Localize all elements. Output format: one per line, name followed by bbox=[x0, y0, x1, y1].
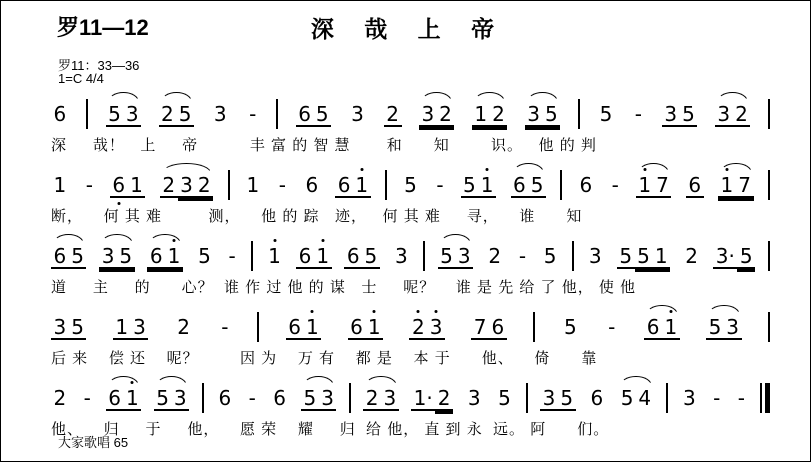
slur-arc bbox=[717, 92, 748, 102]
slur-arc bbox=[646, 305, 677, 315]
note-group bbox=[211, 103, 229, 125]
barline bbox=[768, 170, 770, 200]
octave-dot-above bbox=[321, 239, 324, 242]
note-group bbox=[715, 103, 750, 125]
note-group bbox=[438, 245, 473, 267]
note-group bbox=[51, 245, 86, 267]
note: 5 bbox=[69, 316, 87, 338]
note: 5 bbox=[564, 315, 577, 339]
note: - bbox=[85, 173, 93, 197]
note: - bbox=[221, 315, 229, 339]
note: 7 bbox=[654, 174, 672, 196]
note-group bbox=[461, 174, 496, 196]
hymn-number: 罗11—12 bbox=[57, 15, 149, 40]
music-line bbox=[51, 300, 770, 368]
note: 7 bbox=[736, 174, 754, 196]
barline bbox=[526, 383, 528, 413]
note: 6 bbox=[296, 103, 314, 125]
note-group bbox=[266, 245, 284, 267]
note-group bbox=[393, 245, 411, 267]
note: 6 bbox=[53, 102, 67, 126]
octave-dot-above bbox=[486, 168, 489, 171]
note: 3 bbox=[395, 244, 408, 268]
barline bbox=[560, 170, 562, 200]
note-group bbox=[606, 316, 618, 338]
slur-arc bbox=[421, 92, 452, 102]
note: 6 bbox=[51, 245, 69, 267]
note: 1· bbox=[411, 387, 435, 409]
note-group bbox=[471, 316, 506, 338]
note: 7 bbox=[471, 316, 489, 338]
note: 3 bbox=[319, 387, 337, 409]
note: - bbox=[611, 173, 619, 197]
note-group bbox=[711, 387, 723, 409]
note: 4 bbox=[638, 386, 652, 410]
note: 6 bbox=[273, 386, 287, 410]
note: 6 bbox=[348, 316, 366, 338]
note: - bbox=[436, 173, 444, 197]
octave-dot-above bbox=[311, 310, 314, 313]
note: 1 bbox=[472, 103, 490, 125]
note-group bbox=[83, 174, 95, 196]
note: 5 bbox=[635, 245, 653, 267]
slur-arc bbox=[161, 92, 192, 102]
note: 3 bbox=[715, 103, 733, 125]
note: - bbox=[713, 386, 721, 410]
barline bbox=[202, 383, 204, 413]
note: 2 bbox=[177, 315, 190, 339]
note: 2 bbox=[409, 316, 427, 338]
note: 5 bbox=[706, 316, 724, 338]
note: 3 bbox=[51, 316, 69, 338]
note-group bbox=[525, 103, 560, 125]
barline bbox=[572, 241, 574, 271]
note: 2 bbox=[160, 174, 178, 196]
song-title: 深 哉 上 帝 bbox=[310, 16, 501, 42]
note-group bbox=[562, 316, 580, 338]
note-group bbox=[662, 103, 697, 125]
note: 3 bbox=[427, 316, 445, 338]
slur-arc bbox=[53, 234, 84, 244]
note: 5 bbox=[176, 103, 194, 125]
note-group bbox=[713, 245, 755, 267]
barline bbox=[385, 170, 387, 200]
note-group bbox=[617, 245, 670, 267]
music-lines bbox=[51, 87, 770, 442]
note-group bbox=[296, 103, 331, 125]
note: 1 bbox=[652, 245, 670, 267]
note: 6 bbox=[147, 245, 165, 267]
note: 6 bbox=[686, 174, 704, 196]
note: - bbox=[737, 386, 746, 410]
note: - bbox=[608, 315, 616, 339]
barline bbox=[251, 241, 253, 271]
note-group bbox=[51, 387, 69, 409]
note: 5 bbox=[558, 387, 576, 409]
note: 6 bbox=[579, 173, 593, 197]
note: 3 bbox=[724, 316, 742, 338]
note-group bbox=[348, 316, 383, 338]
slur-arc bbox=[620, 376, 651, 386]
note-group bbox=[516, 245, 528, 267]
note-group bbox=[271, 387, 289, 409]
octave-dot-above bbox=[373, 310, 376, 313]
note-group bbox=[644, 316, 679, 338]
music-line bbox=[51, 87, 770, 155]
note-group bbox=[541, 245, 559, 267]
octave-dot-above bbox=[417, 310, 420, 313]
barline bbox=[768, 312, 770, 342]
note: 5 bbox=[461, 174, 479, 196]
note-group bbox=[110, 174, 145, 196]
slur-arc bbox=[513, 163, 544, 173]
note-group bbox=[636, 174, 671, 196]
note: 1 bbox=[353, 174, 371, 196]
slur-arc bbox=[303, 376, 334, 386]
note: 2 bbox=[363, 387, 381, 409]
note: 3 bbox=[213, 102, 227, 126]
note-group bbox=[586, 245, 604, 267]
lyrics: 后 来 偿 还 呢？ 因 为 万 有 都 是 本 于 他、 倚 靠 bbox=[51, 350, 598, 367]
note: 5 bbox=[498, 386, 511, 410]
note: 6 bbox=[296, 245, 314, 267]
note: 3 bbox=[171, 387, 189, 409]
note: 3 bbox=[662, 103, 680, 125]
note-group bbox=[106, 103, 141, 125]
note-group bbox=[244, 174, 262, 196]
note: - bbox=[249, 102, 257, 126]
note-group bbox=[219, 316, 231, 338]
note: 6 bbox=[305, 173, 319, 197]
note: 6 bbox=[106, 387, 124, 409]
octave-dot-above bbox=[360, 168, 363, 171]
note: 2 bbox=[384, 103, 402, 125]
note-group bbox=[303, 174, 321, 196]
notes-row bbox=[51, 87, 770, 133]
note: 2 bbox=[437, 103, 455, 125]
octave-dot-above bbox=[435, 310, 438, 313]
note-group bbox=[344, 245, 379, 267]
songbook-source: 大家歌唱 65 bbox=[58, 435, 129, 450]
note-group bbox=[681, 387, 699, 409]
barline bbox=[349, 383, 351, 413]
note-group bbox=[434, 174, 446, 196]
lyrics: 道 主 的 心？ 谁 作 过 他 的 谋 士 呢？ 谁 是 先 给 了 他， 使 他 bbox=[51, 279, 637, 296]
note-group bbox=[175, 316, 193, 338]
slur-arc bbox=[108, 92, 139, 102]
note-group bbox=[159, 103, 194, 125]
note: 1 bbox=[113, 316, 131, 338]
note: 5 bbox=[69, 245, 87, 267]
note-group bbox=[597, 103, 615, 125]
note-group bbox=[609, 174, 621, 196]
note-group bbox=[296, 245, 331, 267]
barline bbox=[257, 312, 259, 342]
note-group bbox=[160, 174, 213, 196]
final-barline bbox=[760, 383, 770, 413]
octave-dot-above bbox=[172, 239, 175, 242]
note-group bbox=[577, 174, 595, 196]
slur-arc bbox=[101, 234, 132, 244]
note-group bbox=[216, 387, 234, 409]
note: 5 bbox=[620, 386, 634, 410]
note-group bbox=[718, 174, 753, 196]
note: 6 bbox=[511, 174, 529, 196]
note-group bbox=[81, 387, 93, 409]
note: 5 bbox=[680, 103, 698, 125]
note-group bbox=[113, 316, 148, 338]
note: - bbox=[278, 173, 286, 197]
note: 3 bbox=[351, 102, 364, 126]
slur-arc bbox=[527, 92, 558, 102]
octave-dot-above bbox=[131, 381, 134, 384]
note: - bbox=[248, 386, 256, 410]
octave-dot-above bbox=[669, 310, 672, 313]
slur-arc bbox=[156, 376, 187, 386]
note: 3 bbox=[99, 245, 117, 267]
note: 3 bbox=[588, 244, 602, 268]
note: 2 bbox=[195, 174, 213, 196]
music-line bbox=[51, 371, 770, 439]
slur-arc bbox=[108, 376, 139, 386]
key-time-signature: 1=C 4/4 bbox=[58, 71, 104, 86]
note: 1 bbox=[718, 174, 736, 196]
note: 6 bbox=[644, 316, 662, 338]
note-group bbox=[706, 316, 741, 338]
note-group bbox=[486, 245, 504, 267]
note: 1 bbox=[662, 316, 680, 338]
note: 1 bbox=[478, 174, 496, 196]
note-group bbox=[411, 387, 453, 409]
note: 5 bbox=[737, 245, 755, 267]
note: 1 bbox=[124, 387, 142, 409]
notes-row bbox=[51, 371, 770, 417]
note-group bbox=[465, 387, 483, 409]
note-group bbox=[540, 387, 575, 409]
note: 3 bbox=[381, 387, 399, 409]
note: 3 bbox=[123, 103, 141, 125]
note-group bbox=[247, 103, 259, 125]
note-group bbox=[349, 103, 367, 125]
note: 2 bbox=[53, 386, 67, 410]
lyrics: 他、 归 于 他， 愿 荣 耀 归 给 他， 直 到 永 远。 阿 们。 bbox=[51, 421, 610, 438]
note: 3 bbox=[540, 387, 558, 409]
notes-row bbox=[51, 300, 770, 346]
barline bbox=[533, 312, 535, 342]
note: 5 bbox=[117, 245, 135, 267]
octave-dot-above bbox=[273, 239, 276, 242]
note-group bbox=[632, 103, 644, 125]
note: - bbox=[518, 244, 527, 268]
note-group bbox=[99, 245, 134, 267]
note-group bbox=[246, 387, 258, 409]
note: 5 bbox=[198, 244, 211, 268]
note-group bbox=[686, 174, 704, 196]
barline bbox=[578, 99, 580, 129]
barline bbox=[276, 99, 278, 129]
note: 5 bbox=[438, 245, 456, 267]
slur-arc bbox=[708, 305, 739, 315]
note-group bbox=[51, 316, 86, 338]
note: 3 bbox=[419, 103, 437, 125]
notes-row bbox=[51, 229, 770, 275]
note-group bbox=[384, 103, 402, 125]
note: 6 bbox=[110, 174, 128, 196]
barline bbox=[666, 383, 668, 413]
note-group bbox=[276, 174, 288, 196]
note-group bbox=[147, 245, 182, 267]
note: 6 bbox=[286, 316, 304, 338]
note-group bbox=[735, 387, 747, 409]
slur-arc bbox=[162, 163, 211, 173]
note-group bbox=[106, 387, 141, 409]
note: 6 bbox=[218, 386, 232, 410]
note-group bbox=[511, 174, 546, 196]
note-group bbox=[51, 174, 69, 196]
note-group bbox=[363, 387, 398, 409]
note: 2 bbox=[159, 103, 177, 125]
note-group bbox=[419, 103, 454, 125]
note-group bbox=[335, 174, 370, 196]
note: 5 bbox=[543, 244, 557, 268]
note: 1 bbox=[128, 174, 146, 196]
final-barline-thin bbox=[760, 383, 762, 413]
note: 1 bbox=[365, 316, 383, 338]
note: 3 bbox=[131, 316, 149, 338]
barline bbox=[228, 170, 230, 200]
note: 2 bbox=[490, 103, 508, 125]
note: 3 bbox=[683, 386, 696, 410]
note-group bbox=[683, 245, 701, 267]
note-group bbox=[51, 103, 69, 125]
note: - bbox=[228, 244, 236, 268]
slur-arc bbox=[365, 376, 396, 386]
note: 3 bbox=[467, 386, 481, 410]
note: 3 bbox=[455, 245, 473, 267]
note: - bbox=[634, 102, 642, 126]
note-group bbox=[301, 387, 336, 409]
barline bbox=[86, 99, 88, 129]
note: 5 bbox=[542, 103, 560, 125]
slur-arc bbox=[149, 234, 180, 244]
note-group bbox=[618, 387, 653, 409]
note: 3 bbox=[178, 174, 196, 196]
notes-row bbox=[51, 158, 770, 204]
note: 6 bbox=[344, 245, 362, 267]
note-group bbox=[402, 174, 420, 196]
octave-dot-below bbox=[117, 202, 120, 205]
note-group bbox=[409, 316, 444, 338]
note: 5 bbox=[301, 387, 319, 409]
barline bbox=[423, 241, 425, 271]
note-group bbox=[588, 387, 606, 409]
note-group bbox=[472, 103, 507, 125]
music-line bbox=[51, 158, 770, 226]
music-line bbox=[51, 229, 770, 297]
note: 6 bbox=[335, 174, 353, 196]
note: 1 bbox=[266, 245, 284, 267]
note: 5 bbox=[599, 102, 613, 126]
note: 5 bbox=[362, 245, 380, 267]
lyrics: 深 哉！ 上 帝 丰 富 的 智 慧 和 知 识。 他 的 判 bbox=[51, 137, 597, 154]
note: 1 bbox=[165, 245, 183, 267]
note: 1 bbox=[314, 245, 332, 267]
note: 5 bbox=[617, 245, 635, 267]
slur-arc bbox=[440, 234, 471, 244]
note: 1 bbox=[246, 173, 260, 197]
note: 3 bbox=[525, 103, 543, 125]
barline bbox=[768, 241, 770, 271]
note: - bbox=[83, 386, 91, 410]
note: 5 bbox=[106, 103, 124, 125]
note: 1 bbox=[304, 316, 322, 338]
note: 5 bbox=[404, 173, 417, 197]
note-group bbox=[226, 245, 238, 267]
note: 1 bbox=[53, 173, 67, 197]
note: 1 bbox=[636, 174, 654, 196]
barline bbox=[768, 99, 770, 129]
octave-dot-above bbox=[643, 168, 646, 171]
note: 2 bbox=[733, 103, 751, 125]
lyrics: 断， 何 其 难 测， 他 的 踪 迹， 何 其 难 寻， 谁 知 bbox=[51, 208, 583, 225]
note-group bbox=[496, 387, 514, 409]
note: 6 bbox=[590, 386, 604, 410]
note: 5 bbox=[313, 103, 331, 125]
note: 5 bbox=[528, 174, 546, 196]
note: 2 bbox=[435, 387, 453, 409]
note-group bbox=[286, 316, 321, 338]
note: 3· bbox=[713, 245, 737, 267]
note: 5 bbox=[154, 387, 172, 409]
note: 2 bbox=[488, 244, 502, 268]
note: 2 bbox=[685, 244, 699, 268]
slur-arc bbox=[474, 92, 505, 102]
scripture-reference: 罗11：33—36 bbox=[58, 58, 140, 73]
final-barline-thick bbox=[765, 383, 770, 413]
octave-dot-above bbox=[725, 168, 728, 171]
note-group bbox=[154, 387, 189, 409]
note: 6 bbox=[489, 316, 507, 338]
note-group bbox=[196, 245, 214, 267]
